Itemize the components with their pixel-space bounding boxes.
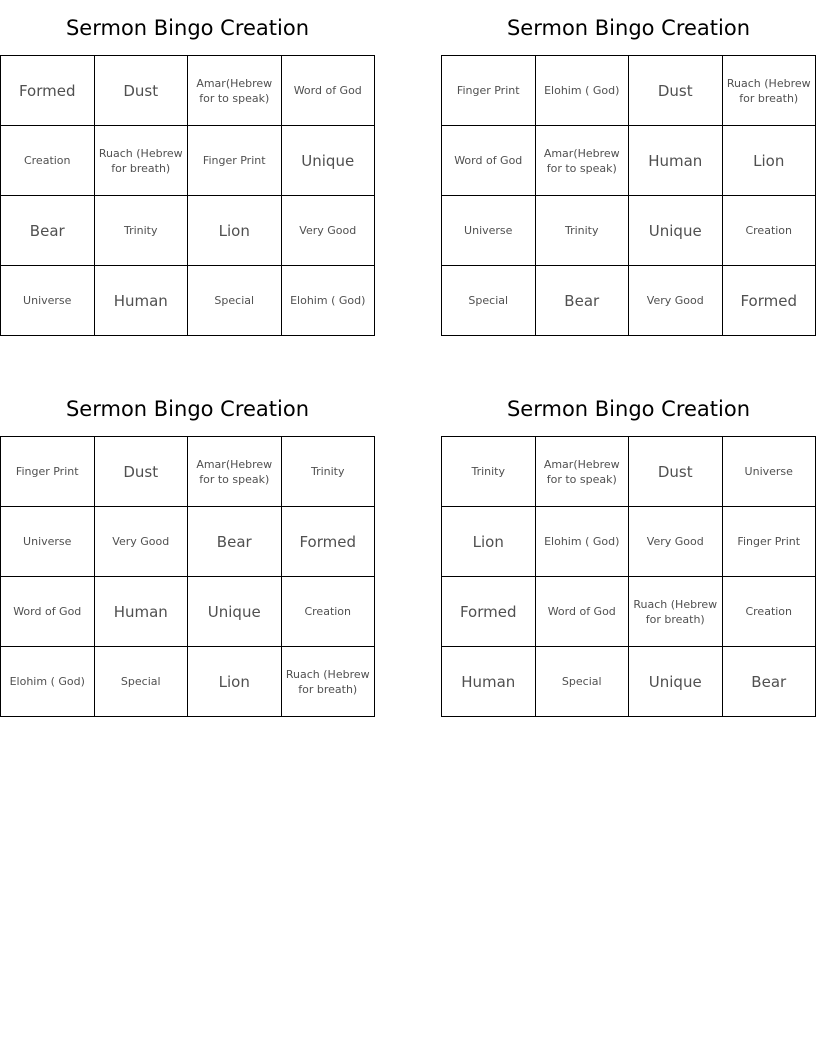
bingo-cell: Bear xyxy=(188,507,282,577)
bingo-cell: Dust xyxy=(95,437,189,507)
bingo-cell: Elohim ( God) xyxy=(536,56,630,126)
bingo-cell: Formed xyxy=(723,266,816,336)
bingo-grid xyxy=(441,55,816,336)
bingo-cell: Human xyxy=(95,577,189,647)
bingo-cell: Finger Print xyxy=(1,437,95,507)
bingo-cell: Word of God xyxy=(282,56,376,126)
bingo-cell: Very Good xyxy=(629,266,723,336)
bingo-cell: Dust xyxy=(629,437,723,507)
bingo-grid xyxy=(0,55,375,336)
bingo-cell: Ruach (Hebrew for breath) xyxy=(282,647,376,717)
bingo-cell: Creation xyxy=(1,126,95,196)
bingo-cell: Amar(Hebrew for to speak) xyxy=(188,56,282,126)
bingo-grid xyxy=(0,436,375,717)
bingo-cell: Special xyxy=(188,266,282,336)
bingo-card-2 xyxy=(441,0,816,336)
bingo-cell: Special xyxy=(536,647,630,717)
bingo-cell: Bear xyxy=(536,266,630,336)
bingo-cell: Unique xyxy=(282,126,376,196)
bingo-cell: Finger Print xyxy=(188,126,282,196)
bingo-cell: Lion xyxy=(188,647,282,717)
bingo-cell: Elohim ( God) xyxy=(1,647,95,717)
bingo-cell: Amar(Hebrew for to speak) xyxy=(536,437,630,507)
bingo-card-3 xyxy=(0,381,375,717)
card-title: Sermon Bingo Creation xyxy=(506,16,751,40)
card-title: Sermon Bingo Creation xyxy=(65,397,310,421)
bingo-cell: Amar(Hebrew for to speak) xyxy=(536,126,630,196)
bingo-cell: Unique xyxy=(188,577,282,647)
bingo-cell: Dust xyxy=(95,56,189,126)
bingo-cell: Unique xyxy=(629,196,723,266)
bingo-card-4 xyxy=(441,381,816,717)
bingo-cell: Universe xyxy=(1,266,95,336)
card-title: Sermon Bingo Creation xyxy=(506,397,751,421)
bingo-cell: Trinity xyxy=(95,196,189,266)
bingo-cell: Universe xyxy=(442,196,536,266)
bingo-cell: Word of God xyxy=(1,577,95,647)
bingo-cell: Elohim ( God) xyxy=(536,507,630,577)
bingo-cell: Universe xyxy=(1,507,95,577)
bingo-cell: Finger Print xyxy=(442,56,536,126)
bingo-cell: Bear xyxy=(723,647,816,717)
bingo-cell: Unique xyxy=(629,647,723,717)
bingo-cell: Formed xyxy=(442,577,536,647)
bingo-cell: Ruach (Hebrew for breath) xyxy=(95,126,189,196)
bingo-cell: Formed xyxy=(1,56,95,126)
bingo-cell: Amar(Hebrew for to speak) xyxy=(188,437,282,507)
card-title: Sermon Bingo Creation xyxy=(65,16,310,40)
bingo-cell: Human xyxy=(95,266,189,336)
bingo-cell: Trinity xyxy=(442,437,536,507)
bingo-cell: Ruach (Hebrew for breath) xyxy=(629,577,723,647)
bingo-cell: Creation xyxy=(723,577,816,647)
bingo-cell: Word of God xyxy=(536,577,630,647)
bingo-cell: Special xyxy=(95,647,189,717)
bingo-cell: Trinity xyxy=(282,437,376,507)
bingo-cell: Universe xyxy=(723,437,816,507)
bingo-cell: Bear xyxy=(1,196,95,266)
bingo-cell: Lion xyxy=(723,126,816,196)
bingo-cell: Ruach (Hebrew for breath) xyxy=(723,56,816,126)
bingo-cell: Lion xyxy=(442,507,536,577)
bingo-cell: Creation xyxy=(282,577,376,647)
bingo-cell: Human xyxy=(442,647,536,717)
bingo-cell: Finger Print xyxy=(723,507,816,577)
bingo-cell: Human xyxy=(629,126,723,196)
bingo-cell: Formed xyxy=(282,507,376,577)
bingo-cell: Word of God xyxy=(442,126,536,196)
bingo-cell: Elohim ( God) xyxy=(282,266,376,336)
bingo-cell: Dust xyxy=(629,56,723,126)
bingo-cell: Trinity xyxy=(536,196,630,266)
bingo-cell: Special xyxy=(442,266,536,336)
bingo-cell: Very Good xyxy=(282,196,376,266)
bingo-cell: Lion xyxy=(188,196,282,266)
bingo-card-1 xyxy=(0,0,375,336)
bingo-cell: Very Good xyxy=(629,507,723,577)
bingo-cell: Creation xyxy=(723,196,816,266)
bingo-grid xyxy=(441,436,816,717)
bingo-cell: Very Good xyxy=(95,507,189,577)
